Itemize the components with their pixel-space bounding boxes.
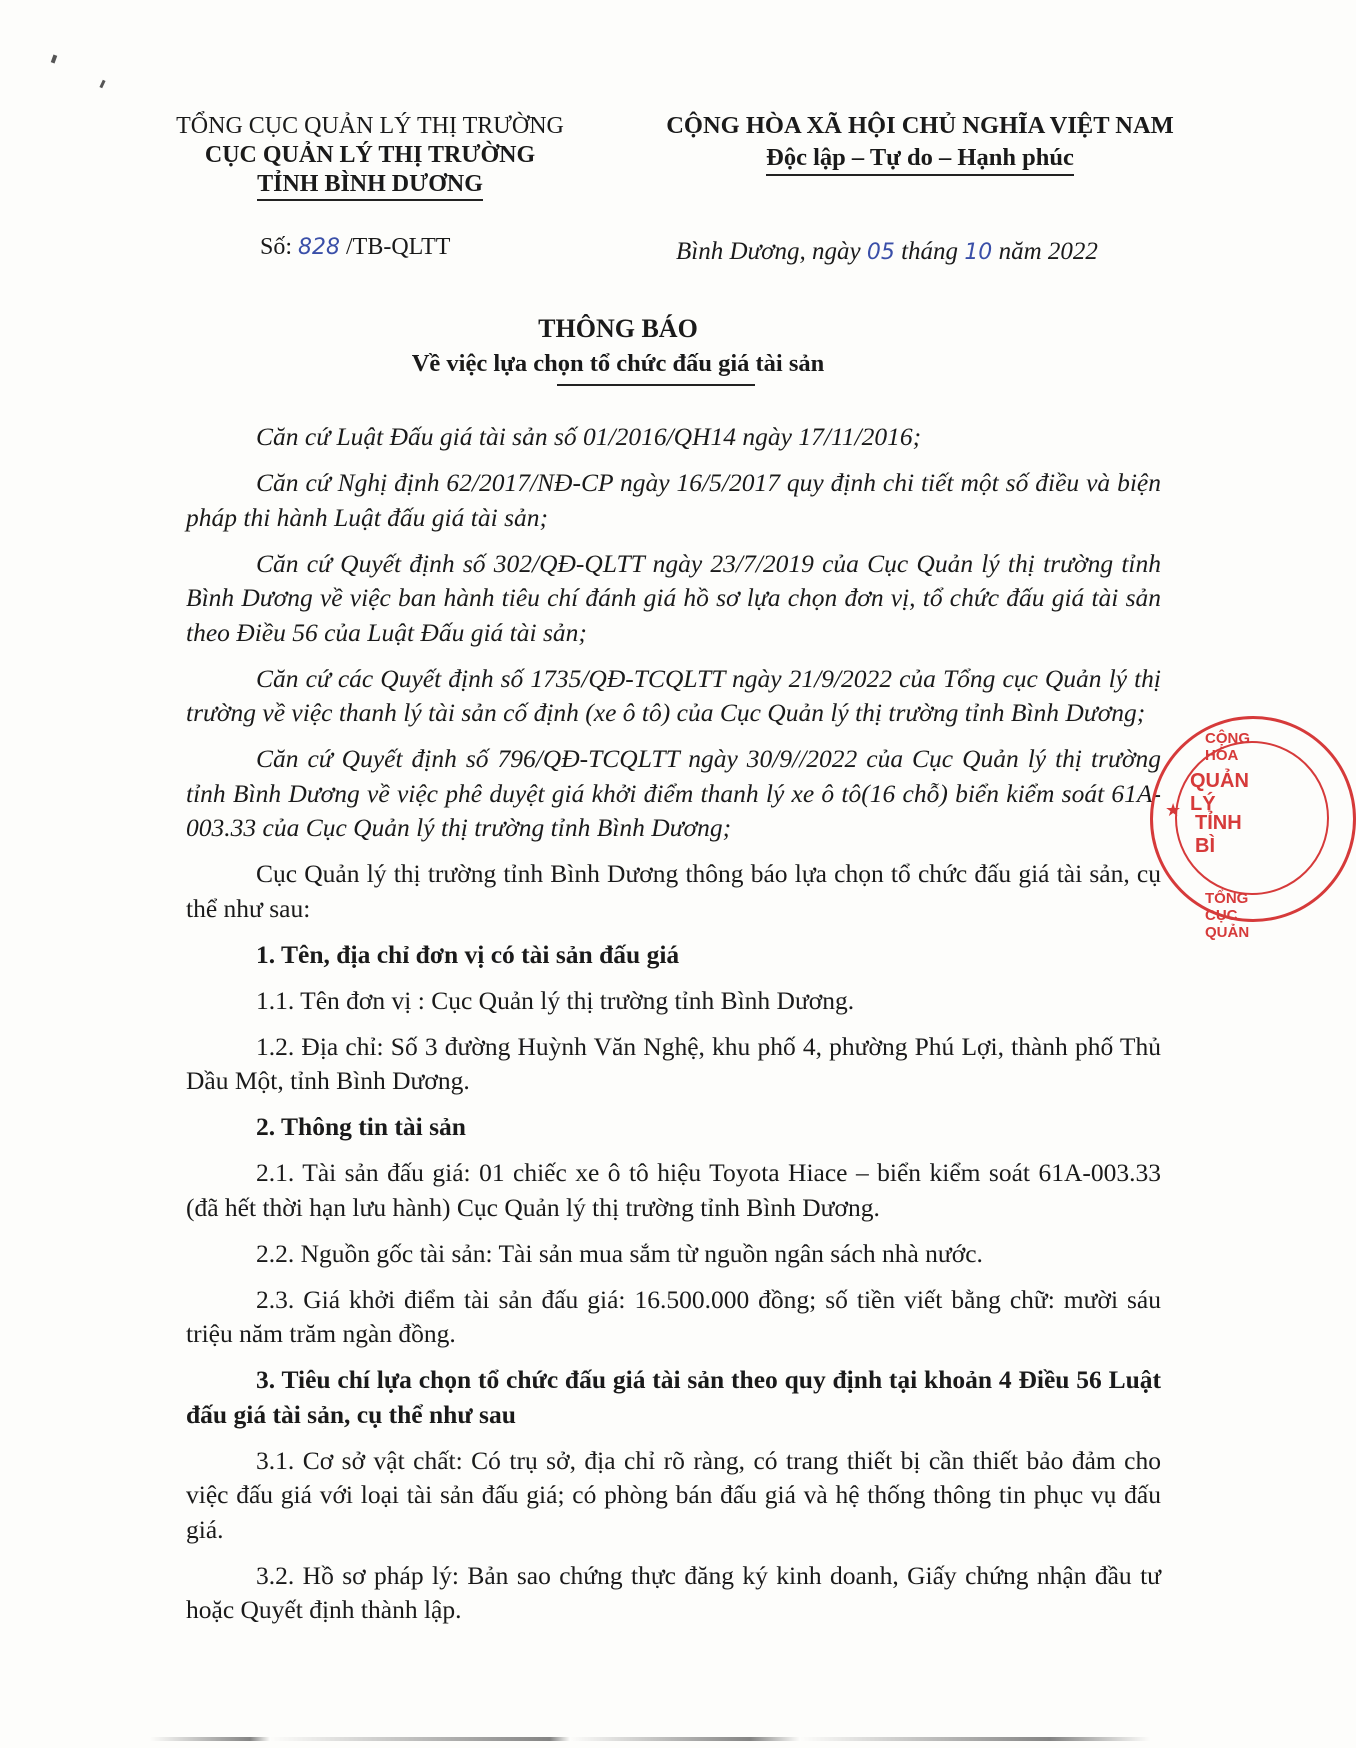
doc-number-handwritten: 828: [298, 235, 341, 260]
document-number: [260, 234, 450, 261]
date-year: năm 2022: [998, 238, 1098, 265]
seal-text-line-1: QUẢN LÝ: [1190, 770, 1249, 815]
agency-line-2: CỤC QUẢN LÝ THỊ TRƯỜNG: [204, 142, 536, 168]
basis-paragraph: Căn cứ Quyết định số 302/QĐ-QLTT ngày 23/7/2019 của Cục Quản lý thị trường tỉnh Bình Dương về việc ban hành tiêu chí đánh giá hồ sơ lựa chọn đơn vị, tổ chức đấu giá tài sản theo Điều 56 của Luật Đấu giá tài sản;: [186, 548, 1161, 647]
scan-edge-artifact: [150, 1737, 1150, 1741]
basis-paragraph: Căn cứ Luật Đấu giá tài sản số 01/2016/QH14 ngày 17/11/2016;: [256, 422, 922, 451]
body-paragraph: 3.1. Cơ sở vật chất: Có trụ sở, địa chỉ rõ ràng, có trang thiết bị cần thiết bảo đảm cho việc đấu giá với loại tài sản đấu giá; có phòng bán đấu giá và hệ thống thông tin phục vụ đấu giá.: [186, 1445, 1161, 1544]
body-paragraph: 3.2. Hồ sơ pháp lý: Bản sao chứng thực đăng ký kinh doanh, Giấy chứng nhận đầu tư hoặc Quyết định thành lập.: [186, 1560, 1161, 1624]
body-paragraph: 2.3. Giá khởi điểm tài sản đấu giá: 16.500.000 đồng; số tiền viết bằng chữ: mười sáu triệu năm trăm ngàn đồng.: [186, 1284, 1161, 1348]
basis-paragraph: Căn cứ các Quyết định số 1735/QĐ-TCQLTT ngày 21/9/2022 của Tổng cục Quản lý thị trường về việc thanh lý tài sản cố định (xe ô tô) của Cục Quản lý thị trường tỉnh Bình Dương;: [186, 663, 1161, 727]
motto: Độc lập – Tự do – Hạnh phúc: [766, 142, 1074, 176]
seal-text-line-2: TỈNH BÌ: [1195, 812, 1242, 857]
seal-text-bottom: TỔNG CỤC QUẢN: [1205, 890, 1250, 941]
seal-text-top: CỘNG HÒA: [1205, 730, 1250, 764]
section-heading-3: 3. Tiêu chí lựa chọn tổ chức đấu giá tài sản theo quy định tại khoản 4 Điều 56 Luật đấu giá tài sản, cụ thể như sau: [186, 1365, 1161, 1429]
doc-number-prefix: Số:: [260, 234, 293, 260]
country-name: CỘNG HÒA XÃ HỘI CHỦ NGHĨA VIỆT NAM: [666, 112, 1174, 139]
body-paragraph: 2.2. Nguồn gốc tài sản: Tài sản mua sắm từ nguồn ngân sách nhà nước.: [256, 1238, 983, 1268]
national-motto: [650, 110, 1190, 176]
date-month-label: tháng: [901, 238, 959, 265]
basis-paragraph: Căn cứ Quyết định số 796/QĐ-TCQLTT ngày 30/9//2022 của Cục Quản lý thị trường tỉnh Bình Dương về việc phê duyệt giá khởi điểm thanh lý xe ô tô(16 chỗ) biển kiểm soát 61A-003.33 của Cục Quản lý thị trường tỉnh Bình Dương;: [186, 744, 1161, 842]
scan-speck: [99, 80, 105, 89]
body-paragraph: 2.1. Tài sản đấu giá: 01 chiếc xe ô tô hiệu Toyota Hiace – biển kiểm soát 61A-003.33 (đã hết thời hạn lưu hành) Cục Quản lý thị trường tỉnh Bình Dương.: [186, 1158, 1161, 1222]
intro-paragraph: Cục Quản lý thị trường tỉnh Bình Dương thông báo lựa chọn tổ chức đấu giá tài sản, cụ thể như sau:: [186, 859, 1161, 923]
document-title: THÔNG BÁO: [538, 314, 698, 343]
section-heading-2: 2. Thông tin tài sản: [256, 1112, 466, 1141]
document-subtitle: Về việc lựa chọn tổ chức đấu giá tài sản: [411, 350, 825, 377]
section-heading-1: 1. Tên, địa chỉ đơn vị có tài sản đấu giá: [256, 939, 680, 969]
body-paragraph: 1.2. Địa chỉ: Số 3 đường Huỳnh Văn Nghệ, khu phố 4, phường Phú Lợi, thành phố Thủ Dầu Một, tỉnh Bình Dương.: [186, 1031, 1161, 1095]
date-day-handwritten: 05: [866, 240, 895, 265]
document-body: [186, 420, 1161, 1639]
seal-star-icon: ★: [1165, 800, 1182, 820]
subtitle-underline: [557, 384, 755, 386]
date-month-handwritten: 10: [964, 240, 993, 265]
agency-line-1: TỔNG CỤC QUẢN LÝ THỊ TRƯỜNG: [176, 113, 564, 139]
basis-paragraph: Căn cứ Nghị định 62/2017/NĐ-CP ngày 16/5/2017 quy định chi tiết một số điều và biện pháp thi hành Luật đấu giá tài sản;: [186, 468, 1161, 532]
scan-speck: [51, 55, 57, 64]
date-prefix: Bình Dương, ngày: [676, 238, 861, 265]
doc-number-suffix: /TB-QLTT: [346, 234, 451, 260]
body-paragraph: 1.1. Tên đơn vị : Cục Quản lý thị trường tỉnh Bình Dương.: [256, 985, 855, 1015]
issue-date: [676, 238, 1098, 266]
agency-line-3: TỈNH BÌNH DƯƠNG: [257, 170, 483, 201]
issuing-agency: [150, 112, 590, 201]
